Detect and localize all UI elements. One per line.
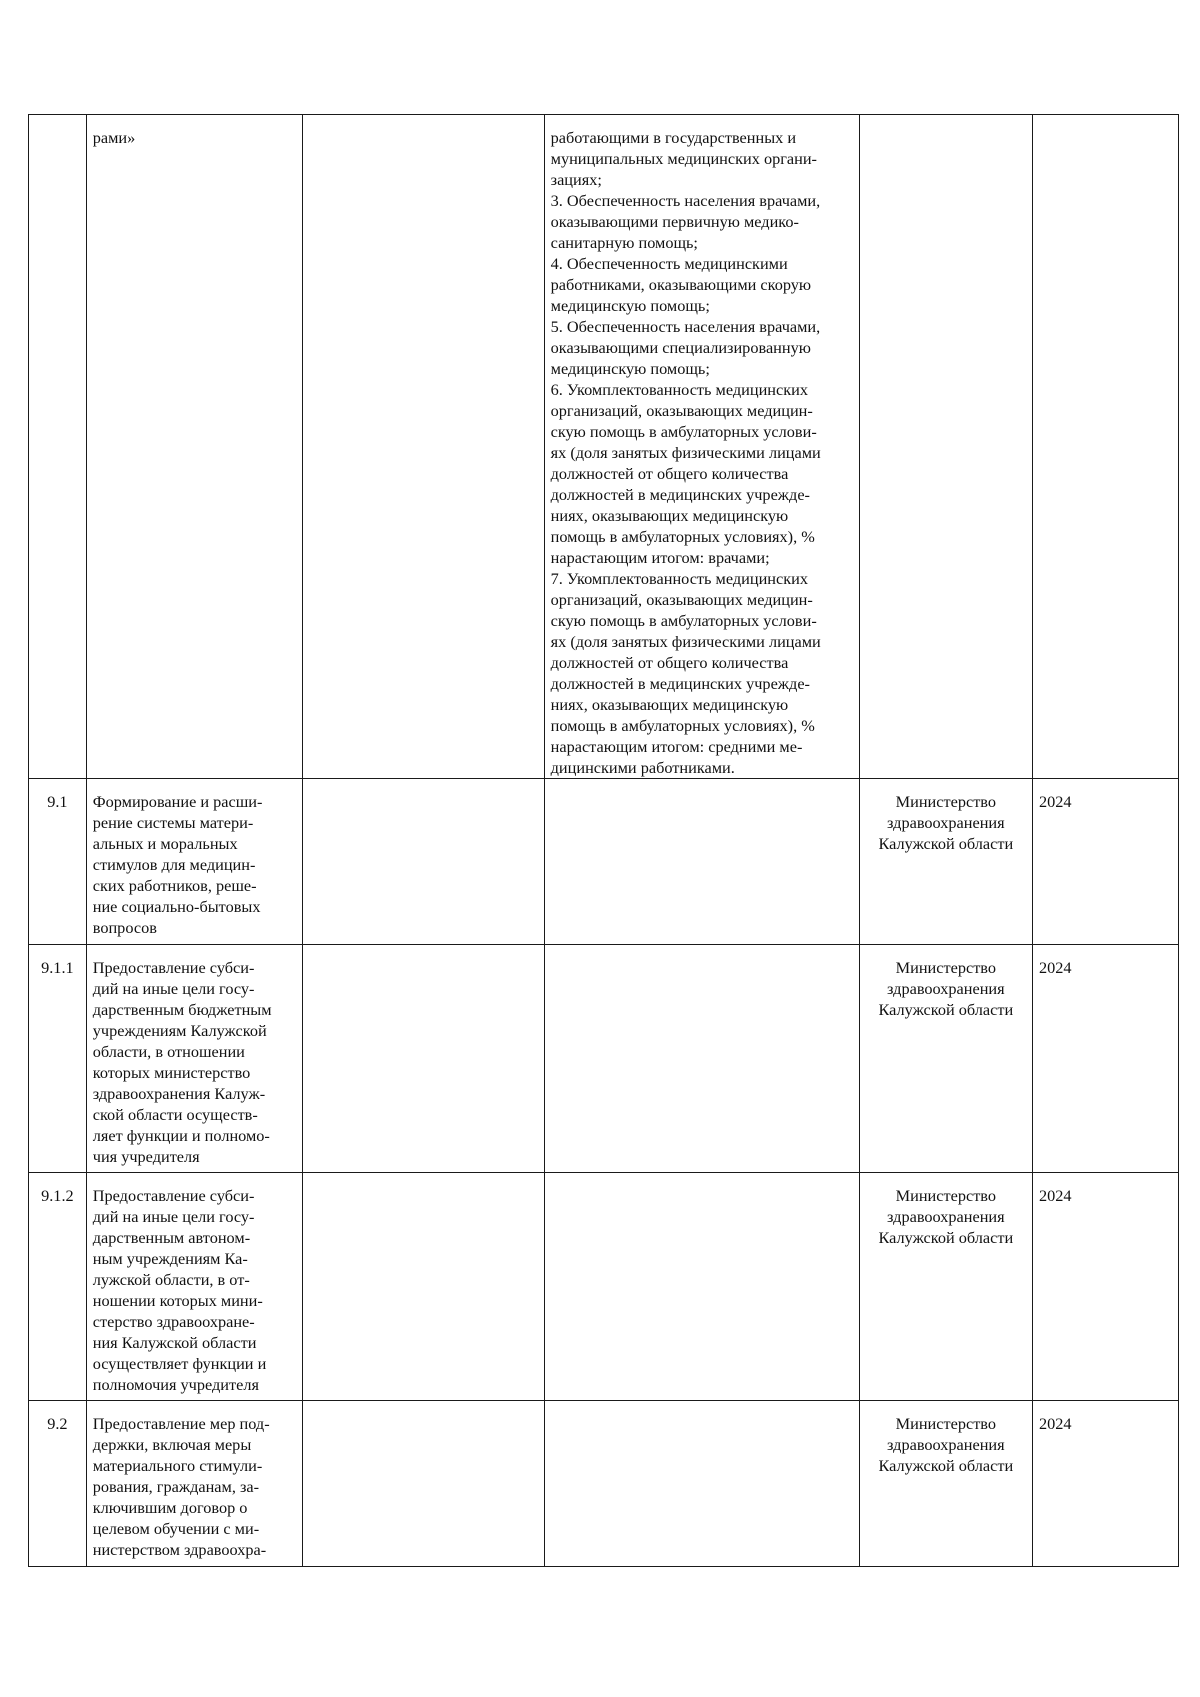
year-cell [1032,779,1178,945]
row-number: 9.1.1 [41,958,74,977]
row-number: 9.1 [47,792,68,811]
result-cell [303,945,545,1173]
measure-name-cell [86,945,302,1173]
year-cell [1032,1173,1178,1401]
year: 2024 [1038,1414,1072,1433]
row-number-cell [29,1173,87,1401]
year: 2024 [1038,1186,1072,1205]
row-number-cell [29,945,87,1173]
indicator-text: работающими в государственных и муниципальных медицинских органи- зациях; [550,128,817,189]
indicators-cell [544,115,859,779]
measure-name-cell [86,779,302,945]
measure-name-cell [86,1401,302,1567]
year-cell [1032,945,1178,1173]
executor-cell [859,779,1032,945]
table-row [29,115,1179,779]
row-number-cell [29,779,87,945]
indicators-cell [544,1173,859,1401]
result-cell [303,779,545,945]
measure-name: Формирование и расши- рение системы матери- альных и моральных стимулов для медицин- ских работников, реше- ние социально-бытовых вопросов [92,792,263,937]
row-number: 9.1.2 [41,1186,74,1205]
row-number-cell [29,1401,87,1567]
year-cell [1032,115,1178,779]
year-cell [1032,1401,1178,1567]
result-cell [303,115,545,779]
table-row [29,779,1179,945]
executor: Министерство здравоохранения Калужской области [878,1414,1014,1475]
executor-cell [859,1173,1032,1401]
indicator-text: 4. Обеспеченность медицинскими работниками, оказывающими скорую медицинскую помощь; [550,254,812,315]
year: 2024 [1038,958,1072,977]
indicator-text: 6. Укомплектованность медицинских организаций, оказывающих медицин- скую помощь в амбулаторных услови- ях (доля занятых физическими лицами должностей от общего количества должностей в медицинских учрежде- ниях, оказывающих медицинскую помощь в амбулаторных условиях), % нарастающим итогом: врачами; [550,380,821,567]
executor: Министерство здравоохранения Калужской области [878,1186,1014,1247]
measure-name-cell [86,1173,302,1401]
measure-name: Предоставление субси- дий на иные цели госу- дарственным бюджетным учреждениям Калужской области, в отношении которых министерство здравоохранения Калуж- ской области осуществ- ляет функции и полномо- чия учредителя [92,958,272,1166]
executor-cell [859,115,1032,779]
measure-name: Предоставление субси- дий на иные цели госу- дарственным автоном- ным учреждениям Ка- лужской области, в от- ношении которых мини- стерство здравоохране- ния Калужской области осуществляет функции и полномочия учредителя [92,1186,267,1394]
measures-table [28,114,1179,1567]
row-number: 9.2 [47,1414,68,1433]
table-row [29,1401,1179,1567]
measure-name: Предоставление мер под- держки, включая меры материального стимули- рования, гражданам, за- ключившим договор о целевом обучении с ми- нистерством здравоохра- [92,1414,270,1559]
year: 2024 [1038,792,1072,811]
measure-name: рами» [92,128,136,147]
executor: Министерство здравоохранения Калужской области [878,958,1014,1019]
indicator-text: 5. Обеспеченность населения врачами, оказывающими специализированную медицинскую помощь; [550,317,821,378]
executor-cell [859,945,1032,1173]
result-cell [303,1401,545,1567]
table-row [29,1173,1179,1401]
indicators-cell [544,779,859,945]
result-cell [303,1173,545,1401]
executor: Министерство здравоохранения Калужской области [878,792,1014,853]
indicators-cell [544,1401,859,1567]
row-number-cell [29,115,87,779]
indicator-text: 3. Обеспеченность населения врачами, оказывающими первичную медико- санитарную помощь; [550,191,821,252]
table-row [29,945,1179,1173]
measure-name-cell [86,115,302,779]
executor-cell [859,1401,1032,1567]
indicator-text: 7. Укомплектованность медицинских организаций, оказывающих медицин- скую помощь в амбулаторных услови- ях (доля занятых физическими лицами должностей от общего количества должностей в медицинских учрежде- ниях, оказывающих медицинскую помощь в амбулаторных условиях), % нарастающим итогом: средними ме- дицинскими работниками. [550,569,821,777]
indicators-cell [544,945,859,1173]
